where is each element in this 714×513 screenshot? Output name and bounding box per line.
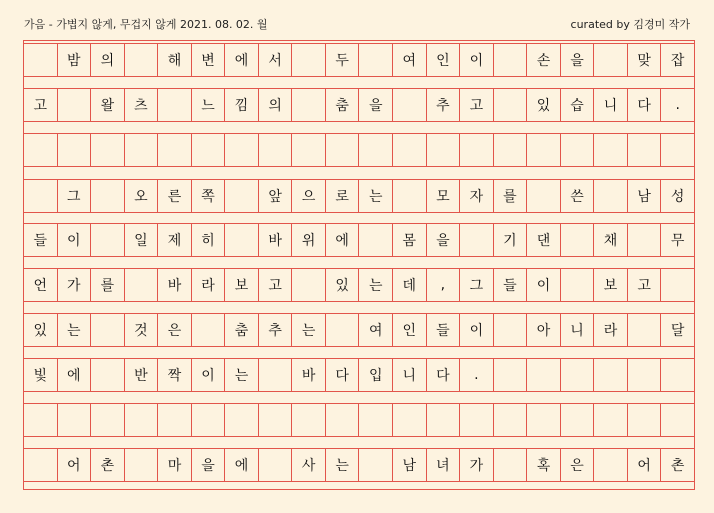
manuscript-cell: 제 — [157, 224, 191, 256]
manuscript-row — [24, 448, 694, 482]
manuscript-cell — [560, 269, 594, 301]
manuscript-cell: 추 — [258, 314, 292, 346]
manuscript-cell: 마 — [157, 449, 191, 481]
manuscript-cell — [358, 404, 392, 436]
manuscript-cell — [90, 224, 124, 256]
manuscript-cell: 기 — [493, 224, 527, 256]
manuscript-cell: 밤 — [57, 44, 91, 76]
manuscript-cell: 댄 — [526, 224, 560, 256]
manuscript-cell: . — [660, 89, 694, 121]
manuscript-cell: 달 — [660, 314, 694, 346]
manuscript-cell: 바 — [157, 269, 191, 301]
manuscript-cell: 은 — [560, 449, 594, 481]
manuscript-cell — [493, 359, 527, 391]
manuscript-cell: 맞 — [627, 44, 661, 76]
manuscript-cell: 있 — [33, 323, 48, 339]
manuscript-row — [24, 88, 694, 122]
manuscript-cell: 에 — [325, 224, 359, 256]
manuscript-cell: 고 — [627, 269, 661, 301]
manuscript-cell: 앞 — [258, 180, 292, 212]
manuscript-cell — [660, 269, 694, 301]
manuscript-cell — [627, 404, 661, 436]
manuscript-cell: 반 — [124, 359, 158, 391]
manuscript-cell: , — [426, 269, 460, 301]
manuscript-cell: 손 — [526, 44, 560, 76]
manuscript-cell — [560, 134, 594, 166]
manuscript-cell: 들 — [33, 233, 48, 249]
manuscript-cell — [493, 44, 527, 76]
manuscript-row — [24, 403, 694, 437]
manuscript-row — [24, 268, 694, 302]
manuscript-cell — [392, 89, 426, 121]
manuscript-cell: 그 — [459, 269, 493, 301]
manuscript-cell — [627, 134, 661, 166]
manuscript-cell: 입 — [358, 359, 392, 391]
manuscript-cell: 촌 — [90, 449, 124, 481]
manuscript-cell: 낌 — [224, 89, 258, 121]
manuscript-cell — [627, 224, 661, 256]
manuscript-cell: 성 — [660, 180, 694, 212]
manuscript-cell: 잡 — [660, 44, 694, 76]
manuscript-cell — [157, 89, 191, 121]
manuscript-cell — [459, 404, 493, 436]
manuscript-cell: 보 — [224, 269, 258, 301]
manuscript-cell: 들 — [426, 314, 460, 346]
manuscript-cell — [593, 44, 627, 76]
manuscript-cell: 들 — [493, 269, 527, 301]
manuscript-cell — [358, 134, 392, 166]
manuscript-cell: 무 — [660, 224, 694, 256]
manuscript-cell — [325, 134, 359, 166]
manuscript-cell: 이 — [57, 224, 91, 256]
manuscript-cell: 는 — [57, 314, 91, 346]
manuscript-cell: 라 — [593, 314, 627, 346]
manuscript-cell — [291, 134, 325, 166]
manuscript-cell: 고 — [459, 89, 493, 121]
manuscript-cell — [224, 224, 258, 256]
manuscript-cell: 히 — [191, 224, 225, 256]
manuscript-cell: 른 — [157, 180, 191, 212]
manuscript-cell: 인 — [392, 314, 426, 346]
manuscript-cell: 변 — [191, 44, 225, 76]
manuscript-cell — [493, 449, 527, 481]
manuscript-cell — [24, 134, 57, 166]
manuscript-cell — [660, 134, 694, 166]
manuscript-cell: 고 — [258, 269, 292, 301]
manuscript-grid — [23, 40, 695, 490]
manuscript-row — [24, 223, 694, 257]
manuscript-cell — [124, 449, 158, 481]
manuscript-cell: 쪽 — [191, 180, 225, 212]
manuscript-cell — [593, 404, 627, 436]
manuscript-cell: 는 — [224, 359, 258, 391]
manuscript-cell — [90, 404, 124, 436]
manuscript-cell: 여 — [358, 314, 392, 346]
manuscript-cell — [258, 449, 292, 481]
manuscript-cell: 있 — [526, 89, 560, 121]
manuscript-cell — [191, 404, 225, 436]
manuscript-cell: 에 — [224, 449, 258, 481]
manuscript-cell: 어 — [57, 449, 91, 481]
manuscript-cell: 습 — [560, 89, 594, 121]
manuscript-row — [24, 179, 694, 213]
manuscript-cell — [325, 314, 359, 346]
manuscript-cell — [90, 180, 124, 212]
manuscript-cell: 로 — [325, 180, 359, 212]
manuscript-cell: 일 — [124, 224, 158, 256]
manuscript-cell — [392, 180, 426, 212]
manuscript-cell: 채 — [593, 224, 627, 256]
manuscript-cell — [392, 404, 426, 436]
manuscript-cell — [660, 404, 694, 436]
manuscript-cell — [291, 44, 325, 76]
manuscript-cell — [124, 44, 158, 76]
manuscript-cell — [224, 180, 258, 212]
manuscript-cell: . — [459, 359, 493, 391]
manuscript-cell: 혹 — [526, 449, 560, 481]
manuscript-cell — [224, 134, 258, 166]
manuscript-cell — [459, 134, 493, 166]
manuscript-cell — [560, 359, 594, 391]
manuscript-cell — [392, 134, 426, 166]
manuscript-row — [24, 358, 694, 392]
manuscript-cell: 에 — [57, 359, 91, 391]
manuscript-cell — [526, 180, 560, 212]
manuscript-cell — [90, 134, 124, 166]
manuscript-cell — [124, 269, 158, 301]
manuscript-cell — [258, 134, 292, 166]
manuscript-cell: 가 — [459, 449, 493, 481]
manuscript-cell — [560, 224, 594, 256]
manuscript-cell: 니 — [392, 359, 426, 391]
manuscript-cell — [493, 89, 527, 121]
manuscript-cell: 을 — [358, 89, 392, 121]
manuscript-cell: 언 — [33, 278, 48, 294]
manuscript-cell: 는 — [291, 314, 325, 346]
manuscript-cell: 아 — [526, 314, 560, 346]
manuscript-cell — [24, 44, 57, 76]
manuscript-cell — [660, 359, 694, 391]
manuscript-cell: 여 — [392, 44, 426, 76]
manuscript-cell: 이 — [459, 44, 493, 76]
manuscript-cell — [124, 404, 158, 436]
manuscript-cell: 를 — [90, 269, 124, 301]
manuscript-cell — [459, 224, 493, 256]
manuscript-cell: 는 — [325, 449, 359, 481]
manuscript-cell — [358, 44, 392, 76]
manuscript-cell — [526, 359, 560, 391]
manuscript-cell: 를 — [493, 180, 527, 212]
manuscript-cell — [426, 134, 460, 166]
manuscript-cell: 데 — [392, 269, 426, 301]
manuscript-cell: 가 — [57, 269, 91, 301]
header-curator: curated by 김경미 작가 — [570, 18, 690, 31]
manuscript-cell: 보 — [593, 269, 627, 301]
manuscript-cell: 을 — [191, 449, 225, 481]
manuscript-cell — [258, 359, 292, 391]
manuscript-cell — [593, 449, 627, 481]
manuscript-cell — [593, 180, 627, 212]
manuscript-cell: 남 — [392, 449, 426, 481]
manuscript-cell — [90, 314, 124, 346]
manuscript-cell — [24, 449, 57, 481]
manuscript-cell: 촌 — [660, 449, 694, 481]
manuscript-cell — [291, 89, 325, 121]
manuscript-cell: 쓴 — [560, 180, 594, 212]
manuscript-cell: 몸 — [392, 224, 426, 256]
manuscript-cell: 사 — [291, 449, 325, 481]
manuscript-cell: 고 — [33, 98, 48, 114]
manuscript-cell — [493, 314, 527, 346]
manuscript-cell — [90, 359, 124, 391]
manuscript-cell — [124, 134, 158, 166]
manuscript-cell: 오 — [124, 180, 158, 212]
manuscript-cell: 춤 — [224, 314, 258, 346]
manuscript-row — [24, 133, 694, 167]
manuscript-cell: 이 — [191, 359, 225, 391]
manuscript-cell: 느 — [191, 89, 225, 121]
manuscript-cell: 모 — [426, 180, 460, 212]
manuscript-cell: 위 — [291, 224, 325, 256]
manuscript-cell — [191, 314, 225, 346]
manuscript-cell: 짝 — [157, 359, 191, 391]
manuscript-cell — [593, 359, 627, 391]
manuscript-cell: 있 — [325, 269, 359, 301]
manuscript-cell — [157, 134, 191, 166]
manuscript-cell — [291, 404, 325, 436]
manuscript-cell: 두 — [325, 44, 359, 76]
manuscript-cell — [358, 224, 392, 256]
manuscript-cell — [224, 404, 258, 436]
header-date-title: 가음 - 가볍지 않게, 무겁지 않게 2021. 08. 02. 월 — [24, 18, 268, 31]
manuscript-cell: 다 — [325, 359, 359, 391]
manuscript-cell: 라 — [191, 269, 225, 301]
manuscript-cell — [24, 404, 57, 436]
manuscript-cell: 녀 — [426, 449, 460, 481]
manuscript-cell: 남 — [627, 180, 661, 212]
manuscript-cell — [191, 134, 225, 166]
manuscript-cell: 춤 — [325, 89, 359, 121]
manuscript-cell: 것 — [124, 314, 158, 346]
manuscript-cell: 빛 — [33, 368, 48, 384]
manuscript-cell: 자 — [459, 180, 493, 212]
manuscript-cell: 을 — [560, 44, 594, 76]
manuscript-cell: 인 — [426, 44, 460, 76]
manuscript-cell — [57, 89, 91, 121]
manuscript-cell — [526, 134, 560, 166]
manuscript-cell: 다 — [627, 89, 661, 121]
manuscript-cell: 으 — [291, 180, 325, 212]
manuscript-cell: 추 — [426, 89, 460, 121]
manuscript-cell — [560, 404, 594, 436]
manuscript-cell: 바 — [291, 359, 325, 391]
manuscript-cell — [57, 404, 91, 436]
manuscript-cell — [358, 449, 392, 481]
manuscript-cell: 츠 — [124, 89, 158, 121]
manuscript-cell — [57, 134, 91, 166]
manuscript-row — [24, 43, 694, 77]
manuscript-cell — [493, 134, 527, 166]
manuscript-cell: 는 — [358, 269, 392, 301]
manuscript-cell: 을 — [426, 224, 460, 256]
manuscript-cell: 바 — [258, 224, 292, 256]
manuscript-cell: 은 — [157, 314, 191, 346]
manuscript-cell: 다 — [426, 359, 460, 391]
manuscript-cell: 는 — [358, 180, 392, 212]
manuscript-cell — [24, 180, 57, 212]
manuscript-cell — [493, 404, 527, 436]
manuscript-cell: 왈 — [90, 89, 124, 121]
manuscript-cell — [325, 404, 359, 436]
manuscript-cell — [627, 314, 661, 346]
manuscript-row — [24, 313, 694, 347]
manuscript-cell — [258, 404, 292, 436]
manuscript-cell: 의 — [258, 89, 292, 121]
manuscript-cell: 서 — [258, 44, 292, 76]
manuscript-cell — [426, 404, 460, 436]
manuscript-cell — [627, 359, 661, 391]
manuscript-cell: 의 — [90, 44, 124, 76]
manuscript-cell: 에 — [224, 44, 258, 76]
manuscript-cell — [291, 269, 325, 301]
manuscript-cell: 해 — [157, 44, 191, 76]
header — [24, 14, 690, 34]
manuscript-cell: 어 — [627, 449, 661, 481]
manuscript-cell — [526, 404, 560, 436]
manuscript-cell: 니 — [560, 314, 594, 346]
manuscript-cell — [593, 134, 627, 166]
manuscript-cell: 이 — [526, 269, 560, 301]
manuscript-cell: 이 — [459, 314, 493, 346]
manuscript-cell: 그 — [57, 180, 91, 212]
manuscript-cell: 니 — [593, 89, 627, 121]
manuscript-cell — [157, 404, 191, 436]
